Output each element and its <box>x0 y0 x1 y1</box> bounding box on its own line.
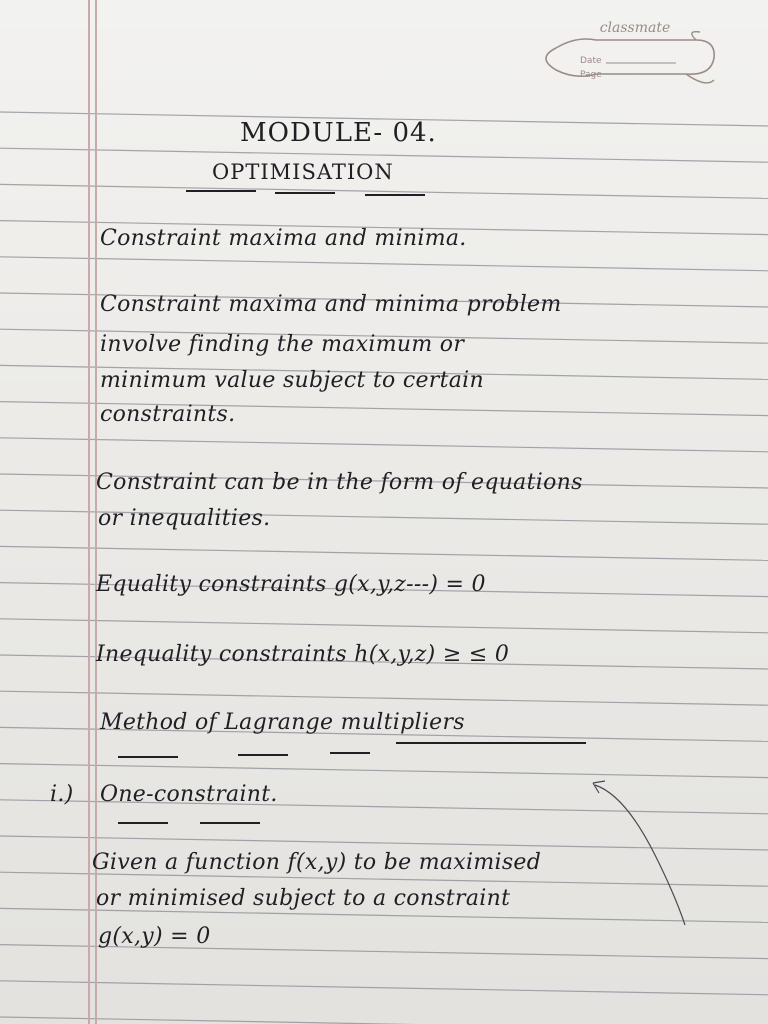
heading-constraint-maxima-minima: Constraint maxima and minima. <box>100 226 467 251</box>
rule-line <box>0 691 768 705</box>
rule-line <box>0 184 768 198</box>
para3-line-1: Given a function f(x,y) to be maximised <box>92 850 542 875</box>
para1-line-3: minimum value subject to certain <box>100 368 484 393</box>
method-underline-2 <box>238 754 288 756</box>
title-underline-3 <box>365 194 425 196</box>
rule-line <box>0 1017 768 1024</box>
case-title: One-constraint. <box>100 782 278 807</box>
equality-constraints: Equality constraints g(x,y,z---) = 0 <box>96 572 486 597</box>
margin-arrow-mark <box>585 775 695 935</box>
margin-line-left <box>88 0 90 1024</box>
inequality-constraints: Inequality constraints h(x,y,z) ≥ ≤ 0 <box>96 642 510 667</box>
rule-line <box>0 438 768 452</box>
case-underline-1 <box>118 822 168 824</box>
para3-line-3: g(x,y) = 0 <box>98 924 211 949</box>
para1-line-4: constraints. <box>100 402 236 427</box>
date-label: Date <box>580 56 602 66</box>
rule-line <box>0 619 768 633</box>
brand-name: classmate <box>599 20 671 36</box>
rule-line <box>0 546 768 560</box>
case-underline-2 <box>200 822 260 824</box>
method-underline-1 <box>118 756 178 758</box>
method-heading: Method of Lagrange multipliers <box>100 710 465 735</box>
title-underline-2 <box>275 192 335 194</box>
title-underline-1 <box>186 190 256 192</box>
para1-line-2: involve finding the maximum or <box>100 332 465 357</box>
method-underline-4 <box>396 742 586 744</box>
para2-line-1: Constraint can be in the form of equations <box>96 470 583 495</box>
para1-line-1: Constraint maxima and minima problem <box>100 292 562 317</box>
page-title: OPTIMISATION <box>212 160 394 184</box>
page-label: Page <box>580 70 602 80</box>
case-label: i.) <box>50 782 74 807</box>
para3-line-2: or minimised subject to a constraint <box>96 886 511 911</box>
para2-line-2: or inequalities. <box>98 506 271 531</box>
rule-line <box>0 257 768 271</box>
rule-line <box>0 981 768 995</box>
module-title: MODULE- 04. <box>240 118 437 148</box>
method-underline-3 <box>330 752 370 754</box>
